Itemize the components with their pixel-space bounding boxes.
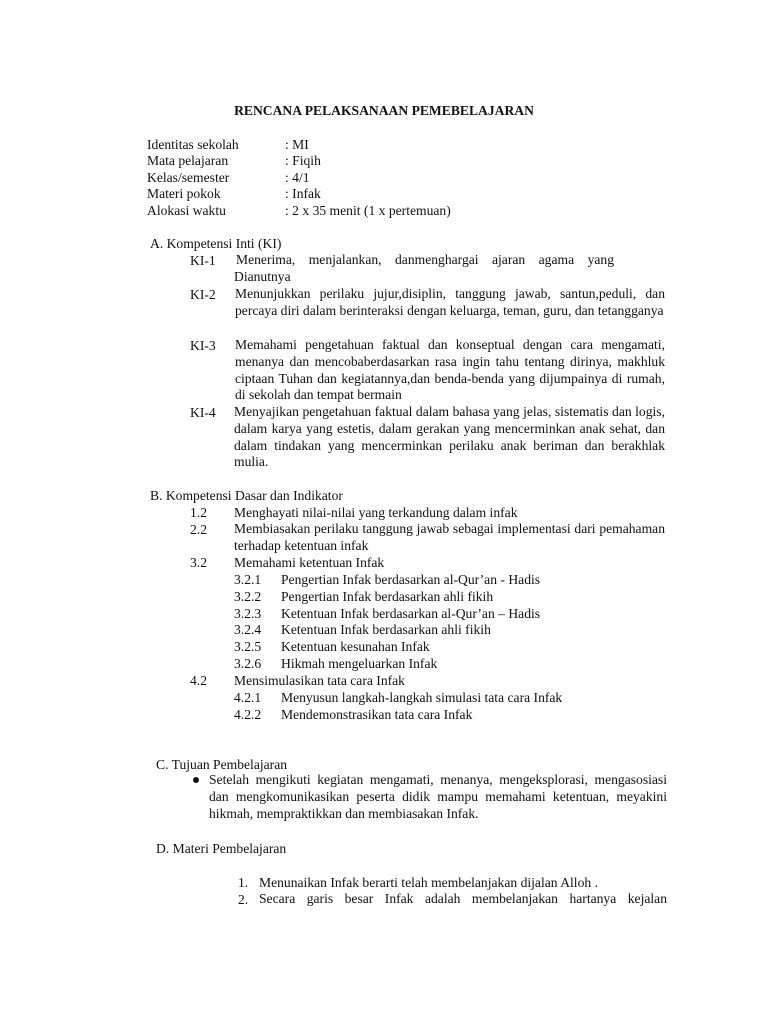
kd-text: Menghayati nilai-nilai yang terkandung dalam infak [234, 505, 518, 520]
ki-text: Menyajikan pengetahuan faktual dalam bahasa yang jelas, sistematis dan logis, dalam karya yang estetis, dalam gerakan yang mencerminkan anak sehat, dan dalam tindakan yang mencerminkan perilaku anak beriman dan berakhlak mulia. [234, 404, 665, 470]
kd-number: 1.2 [190, 505, 207, 520]
identity-value: : MI [285, 137, 309, 152]
ki-text: Menunjukkan perilaku jujur,disiplin, tanggung jawab, santun,peduli, dan percaya diri dalam berinteraksi dengan keluarga, teman, guru, dan tetangganya [235, 286, 665, 318]
list-number: 1. [238, 875, 249, 890]
indicator-text: Hikmah mengeluarkan Infak [281, 656, 438, 671]
indicator-number: 4.2.2 [234, 707, 262, 722]
indicator-number: 3.2.3 [234, 606, 262, 621]
indicator-text: Pengertian Infak berdasarkan al-Qur’an - Hadis [281, 572, 541, 587]
list-item-text: Menunaikan Infak berarti telah membelanjakan dijalan Alloh . [259, 875, 598, 890]
identity-label: Identitas sekolah [147, 137, 239, 152]
bullet-icon [193, 777, 199, 783]
indicator-number: 3.2.6 [234, 656, 262, 671]
kd-number: 4.2 [190, 673, 207, 688]
objective-text: Setelah mengikuti kegiatan mengamati, menanya, mengeksplorasi, mengasosiasi dan mengkomunikasikan peserta didik mampu memahami ketentuan, meyakini hikmah, mempraktikkan dan membiasakan Infak. [209, 772, 667, 821]
indicator-number: 3.2.4 [234, 622, 262, 637]
indicator-number: 4.2.1 [234, 690, 262, 705]
identity-label: Kelas/semester [147, 170, 230, 185]
identity-label: Mata pelajaran [147, 153, 229, 168]
identity-label: Materi pokok [147, 186, 221, 201]
identity-value: : Fiqih [285, 153, 321, 168]
section-heading: B. Kompetensi Dasar dan Indikator [150, 488, 343, 503]
identity-value: : 4/1 [285, 170, 310, 185]
ki-text: Memahami pengetahuan faktual dan konseptual dengan cara mengamati, menanya dan mencobaberdasarkan rasa ingin tahu tentang dirinya, makhluk ciptaan Tuhan dan kegiatannya,dan benda-benda yang dijumpainya di rumah, di sekolah dan tempat bermain [235, 337, 665, 403]
indicator-text: Ketentuan Infak berdasarkan ahli fikih [281, 622, 491, 637]
indicator-text: Ketentuan Infak berdasarkan al-Qur’an – Hadis [281, 606, 541, 621]
kd-text: Memahami ketentuan Infak [234, 555, 385, 570]
identity-value: : Infak [285, 186, 321, 201]
section-heading: D. Materi Pembelajaran [156, 841, 287, 856]
ki-code: KI-3 [190, 338, 216, 353]
document-title: RENCANA PELAKSANAAN PEMEBELAJARAN [234, 103, 534, 118]
ki-code: KI-2 [190, 287, 216, 302]
ki-code: KI-1 [190, 253, 216, 268]
list-item-text: Secara garis besar Infak adalah membelanjakan hartanya kejalan [259, 891, 667, 906]
section-heading: C. Tujuan Pembelajaran [156, 757, 288, 772]
kd-text: Membiasakan perilaku tanggung jawab sebagai implementasi dari pemahaman terhadap ketentuan infak [234, 521, 665, 553]
list-number: 2. [238, 892, 249, 907]
indicator-number: 3.2.1 [234, 572, 262, 587]
identity-value: : 2 x 35 menit (1 x pertemuan) [285, 203, 451, 218]
indicator-text: Pengertian Infak berdasarkan ahli fikih [281, 589, 494, 604]
indicator-number: 3.2.5 [234, 639, 262, 654]
indicator-text: Mendemonstrasikan tata cara Infak [281, 707, 473, 722]
indicator-number: 3.2.2 [234, 589, 262, 604]
indicator-text: Menyusun langkah-langkah simulasi tata cara Infak [281, 690, 563, 705]
ki-text: Menerima, menjalankan, danmenghargai ajaran agama yang Dianutnya [234, 252, 614, 284]
ki-code: KI-4 [190, 405, 216, 420]
kd-number: 3.2 [190, 555, 207, 570]
indicator-text: Ketentuan kesunahan Infak [281, 639, 430, 654]
kd-number: 2.2 [190, 522, 207, 537]
identity-label: Alokasi waktu [147, 203, 226, 218]
section-heading: A. Kompetensi Inti (KI) [150, 236, 282, 251]
kd-text: Mensimulasikan tata cara Infak [234, 673, 405, 688]
